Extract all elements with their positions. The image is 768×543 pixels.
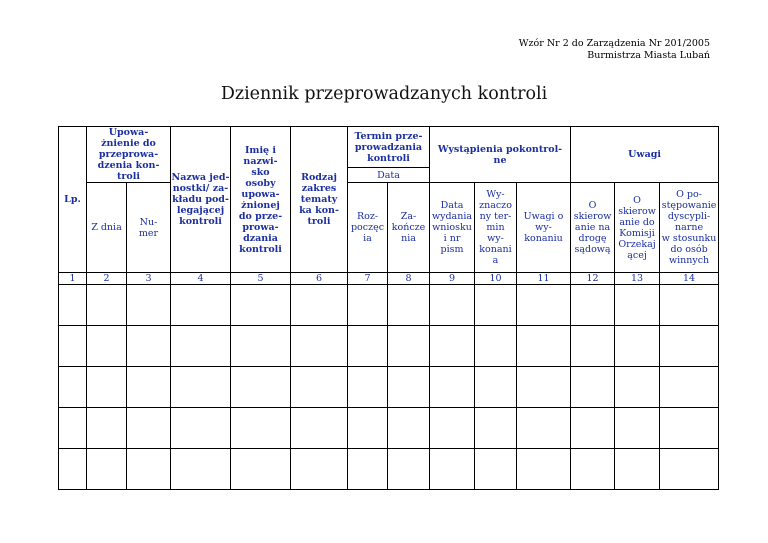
table-cell[interactable] (517, 449, 571, 490)
regulation-note-line2: Burmistrza Miasta Lubań (587, 50, 710, 61)
table-cell[interactable] (475, 285, 517, 326)
table-cell[interactable] (59, 326, 87, 367)
header-numer: Nu- mer (127, 183, 171, 273)
table-cell[interactable] (171, 326, 231, 367)
table-cell[interactable] (171, 449, 231, 490)
column-number-row (59, 273, 719, 285)
table-cell[interactable] (388, 285, 430, 326)
table-cell[interactable] (171, 408, 231, 449)
header-postepowanie-dyscyplinarne: O po- stępowanie dyscypli- narne w stosunku do osób winnych (660, 183, 719, 273)
table-cell[interactable] (517, 367, 571, 408)
table-cell[interactable] (291, 285, 348, 326)
inspection-log-table (58, 126, 719, 490)
header-uwagi: Uwagi (571, 127, 719, 183)
table-cell[interactable] (59, 449, 87, 490)
table-cell[interactable] (475, 408, 517, 449)
table-cell[interactable] (615, 326, 660, 367)
table-cell[interactable] (348, 449, 388, 490)
header-skierowanie-sad: O skierow anie na drogę sądową (571, 183, 615, 273)
table-cell[interactable] (475, 449, 517, 490)
header-uwagi-wykonanie: Uwagi o wy- konaniu (517, 183, 571, 273)
table-cell[interactable] (615, 367, 660, 408)
header-data-wydania: Data wydania wniosku i nr pism (430, 183, 475, 273)
table-cell[interactable] (231, 367, 291, 408)
header-skierowanie-komisja: O skierow anie do Komisji Orzekaj ącej (615, 183, 660, 273)
table-row (59, 285, 719, 326)
table-cell[interactable] (87, 326, 127, 367)
column-number: 8 (388, 273, 430, 285)
table-cell[interactable] (59, 408, 87, 449)
table-cell[interactable] (231, 326, 291, 367)
header-wystapienia: Wystąpienia pokontrol- ne (430, 127, 571, 183)
table-cell[interactable] (571, 285, 615, 326)
table-cell[interactable] (348, 367, 388, 408)
column-number: 4 (171, 273, 231, 285)
column-number: 12 (571, 273, 615, 285)
header-upowaznienie: Upowa- żnienie do przeprowa- dzenia kon- troli (87, 127, 171, 183)
table-cell[interactable] (517, 285, 571, 326)
table-row (59, 408, 719, 449)
column-number: 11 (517, 273, 571, 285)
table-cell[interactable] (517, 408, 571, 449)
column-number: 1 (59, 273, 87, 285)
table-cell[interactable] (430, 408, 475, 449)
table-cell[interactable] (87, 367, 127, 408)
column-number: 3 (127, 273, 171, 285)
table-cell[interactable] (291, 449, 348, 490)
table-cell[interactable] (388, 367, 430, 408)
table-cell[interactable] (615, 449, 660, 490)
table-cell[interactable] (59, 285, 87, 326)
column-number: 7 (348, 273, 388, 285)
header-data: Data (348, 168, 430, 183)
table-cell[interactable] (615, 408, 660, 449)
table-cell[interactable] (615, 285, 660, 326)
table-cell[interactable] (660, 367, 719, 408)
column-number: 9 (430, 273, 475, 285)
column-number: 6 (291, 273, 348, 285)
table-cell[interactable] (660, 408, 719, 449)
table-cell[interactable] (660, 285, 719, 326)
table-cell[interactable] (231, 408, 291, 449)
table-cell[interactable] (171, 285, 231, 326)
column-number: 2 (87, 273, 127, 285)
table-row (59, 326, 719, 367)
header-nazwa-jednostki: Nazwa jed- nostki/ za- kładu pod- legającej kontroli (171, 127, 231, 273)
header-zakonczenia: Za- kończe nia (388, 183, 430, 273)
table-cell[interactable] (87, 285, 127, 326)
table-cell[interactable] (348, 326, 388, 367)
table-cell[interactable] (231, 285, 291, 326)
table-cell[interactable] (231, 449, 291, 490)
table-cell[interactable] (475, 367, 517, 408)
table-cell[interactable] (571, 326, 615, 367)
table-cell[interactable] (127, 449, 171, 490)
table-cell[interactable] (291, 408, 348, 449)
table-cell[interactable] (348, 285, 388, 326)
table-cell[interactable] (571, 449, 615, 490)
table-row (59, 367, 719, 408)
table-cell[interactable] (660, 326, 719, 367)
header-termin: Termin prze- prowadzania kontroli (348, 127, 430, 168)
header-z-dnia: Z dnia (87, 183, 127, 273)
table-cell[interactable] (87, 449, 127, 490)
header-rozpoczecia: Roz- poczęc ia (348, 183, 388, 273)
regulation-note-line1: Wzór Nr 2 do Zarządzenia Nr 201/2005 (518, 38, 710, 49)
table-cell[interactable] (171, 367, 231, 408)
header-wyznaczony-termin: Wy- znaczo ny ter- min wy- konani a (475, 183, 517, 273)
document-title: Dziennik przeprowadzanych kontroli (220, 84, 548, 104)
regulation-note (519, 38, 710, 62)
table-cell[interactable] (348, 408, 388, 449)
column-number: 10 (475, 273, 517, 285)
column-number: 5 (231, 273, 291, 285)
column-number: 13 (615, 273, 660, 285)
table-cell[interactable] (127, 285, 171, 326)
table-cell[interactable] (430, 285, 475, 326)
table-cell[interactable] (430, 449, 475, 490)
table-cell[interactable] (388, 408, 430, 449)
table-cell[interactable] (127, 408, 171, 449)
table-cell[interactable] (517, 326, 571, 367)
table-cell[interactable] (291, 326, 348, 367)
header-imie-nazwisko: Imię i nazwi- sko osoby upowa- żnionej do prze- prowa- dzania kontroli (231, 127, 291, 273)
header-rodzaj-kontroli: Rodzaj zakres tematy ka kon- troli (291, 127, 348, 273)
table-cell[interactable] (87, 408, 127, 449)
table-cell[interactable] (388, 326, 430, 367)
table-cell[interactable] (388, 449, 430, 490)
header-lp: Lp. (59, 127, 87, 273)
table-cell[interactable] (291, 367, 348, 408)
table-cell[interactable] (127, 326, 171, 367)
table-cell[interactable] (127, 367, 171, 408)
table-cell[interactable] (571, 367, 615, 408)
column-number: 14 (660, 273, 719, 285)
table-cell[interactable] (571, 408, 615, 449)
table-row (59, 449, 719, 490)
table-cell[interactable] (660, 449, 719, 490)
table-cell[interactable] (430, 367, 475, 408)
table-cell[interactable] (430, 326, 475, 367)
table-cell[interactable] (475, 326, 517, 367)
table-cell[interactable] (59, 367, 87, 408)
